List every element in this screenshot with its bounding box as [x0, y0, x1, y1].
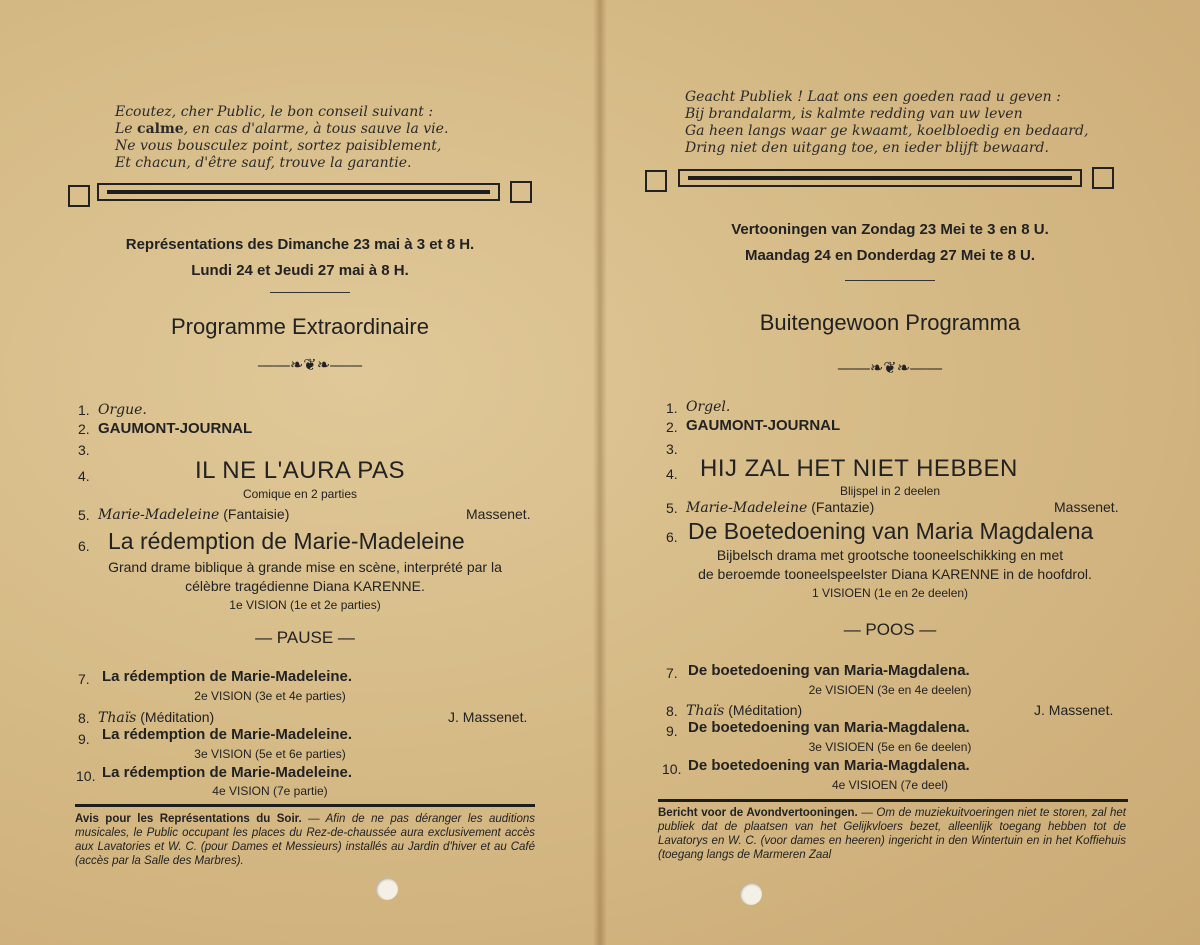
poem-line-3: Ga heen langs waar ge kwaamt, koelbloedig en bedaard, [685, 123, 1089, 139]
item-9-vision: 3e VISION (5e et 6e parties) [194, 747, 346, 761]
item-8-note: (Méditation) [140, 709, 215, 725]
item-10-vision: 4e VISION (7e partie) [212, 784, 328, 798]
item-5-composer: Massenet. [1054, 499, 1119, 515]
item-number-8: 8. [78, 710, 90, 726]
item-number-9: 9. [78, 731, 90, 747]
item-5-composer: Massenet. [466, 506, 531, 522]
punch-hole [376, 878, 398, 900]
item-number-7: 7. [78, 671, 90, 687]
item-number-3: 3. [666, 441, 678, 457]
item-4: HIJ ZAL HET NIET HEBBEN [700, 455, 1018, 482]
item-number-4: 4. [666, 466, 678, 482]
item-number-3: 3. [78, 442, 90, 458]
ornament-box-left [68, 185, 90, 207]
item-8-title: Thaïs [686, 703, 725, 719]
item-number-5: 5. [666, 500, 678, 516]
item-4-subtitle: Blijspel in 2 deelen [839, 484, 941, 498]
poem-line-2-pre: Le [115, 121, 133, 137]
short-rule [845, 280, 935, 281]
item-number-7: 7. [666, 665, 678, 681]
item-6-vision: 1e VISION (1e et 2e parties) [229, 598, 381, 612]
poem-line-2-post: , en cas d'alarme, à tous sauve la vie. [183, 121, 449, 137]
item-6-vision: 1 VISIOEN (1e en 2e deelen) [811, 586, 969, 600]
item-number-6: 6. [78, 538, 90, 554]
item-9: La rédemption de Marie-Madeleine. [102, 726, 353, 743]
item-6-desc-2: célèbre tragédienne Diana KARENNE. [185, 578, 425, 594]
notice-heading: Bericht voor de Avondvertooningen. [658, 807, 858, 819]
evening-notice [75, 812, 535, 868]
item-8-composer: J. Massenet. [1034, 702, 1114, 718]
ornament-bar [97, 183, 500, 201]
dates-line-2: Lundi 24 et Jeudi 27 mai à 8 H. [191, 262, 409, 279]
item-8 [98, 709, 214, 726]
item-6-desc-1: Grand drame biblique à grande mise en scène, interprété par la [108, 559, 502, 575]
item-1: Orgue. [98, 402, 147, 418]
item-6: La rédemption de Marie-Madeleine [108, 528, 465, 554]
item-2: GAUMONT-JOURNAL [686, 417, 841, 434]
dates-line-1: Représentations des Dimanche 23 mai à 3 et 8 H. [125, 236, 475, 253]
dates-line-1: Vertooningen van Zondag 23 Mei te 3 en 8 U. [731, 221, 1049, 238]
item-5-title: Marie-Madeleine [686, 500, 808, 516]
poem-calme: calme [137, 121, 184, 137]
item-4: IL NE L'AURA PAS [195, 457, 405, 484]
item-4-subtitle: Comique en 2 parties [242, 487, 358, 501]
item-number-10: 10. [662, 761, 682, 777]
item-8-note: (Méditation) [728, 702, 803, 718]
item-7: De boetedoening van Maria-Magdalena. [688, 662, 970, 679]
item-9-vision: 3e VISIOEN (5e en 6e deelen) [808, 740, 972, 754]
item-number-1: 1. [78, 402, 90, 418]
item-number-8: 8. [666, 703, 678, 719]
program-title: Buitengewoon Programma [759, 310, 1021, 335]
item-8-title: Thaïs [98, 710, 137, 726]
item-6-desc-2: de beroemde tooneelspeelster Diana KARENNE in de hoofdrol. [698, 566, 1092, 582]
item-10: La rédemption de Marie-Madeleine. [102, 764, 353, 781]
pause-label: — POOS — [843, 620, 937, 639]
item-9: De boetedoening van Maria-Magdalena. [688, 719, 970, 736]
notice-rule [75, 804, 535, 807]
poem-line-2: Bij brandalarm, is kalmte redding van uw leven [685, 106, 1023, 122]
poem-line-3: Ne vous bousculez point, sortez paisiblement, [115, 138, 442, 154]
item-10-vision: 4e VISIOEN (7e deel) [831, 778, 949, 792]
right-page-dutch [600, 0, 1200, 945]
item-1: Orgel. [686, 399, 731, 415]
short-rule [270, 292, 350, 293]
item-6-desc-1: Bijbelsch drama met grootsche tooneelschikking en met [716, 547, 1064, 563]
item-7-vision: 2e VISIOEN (3e en 4e deelen) [808, 683, 972, 697]
notice-body: — Afin de ne pas déranger les auditions musicales, le Public occupant les places du Rez-de-chaussée aura exclusivement accès aux Lavatories et W. C. (pour Dames et Messieurs) installés au Jardin d'hiver et au Café (accès par la Salle des Marbres). [75, 813, 535, 867]
poem-line-4: Et chacun, d'être sauf, trouve la garantie. [115, 155, 412, 171]
ornament-box-right [1092, 167, 1114, 189]
poem-line-1: Geacht Publiek ! Laat ons een goeden raad u geven : [685, 89, 1061, 105]
poem-line-1: Ecoutez, cher Public, le bon conseil suivant : [115, 104, 434, 120]
item-5-note: (Fantaisie) [223, 506, 290, 522]
item-number-2: 2. [78, 421, 90, 437]
item-10: De boetedoening van Maria-Magdalena. [688, 757, 970, 774]
item-number-6: 6. [666, 529, 678, 545]
item-number-4: 4. [78, 468, 90, 484]
punch-hole [740, 883, 762, 905]
notice-rule [658, 799, 1128, 802]
item-7: La rédemption de Marie-Madeleine. [102, 668, 353, 685]
item-number-1: 1. [666, 400, 678, 416]
ornament-divider: ——❧❦❧—— [837, 360, 943, 377]
poem-line-2 [115, 121, 448, 138]
notice-heading: Avis pour les Représentations du Soir. [75, 813, 302, 825]
evening-notice [658, 806, 1126, 862]
item-5 [98, 506, 289, 523]
item-2: GAUMONT-JOURNAL [98, 420, 253, 437]
item-8-composer: J. Massenet. [448, 709, 528, 725]
program-title: Programme Extraordinaire [171, 314, 429, 339]
notice-body: — Om de muziekuitvoeringen niet te storen, zal het publiek dat de plaatsen van het Gelijkvloers bezet, alleenlijk toegang hebben tot de Lavatorys en W. C. (voor dames en heeren) ingericht in den Wintertuin en in het Koffiehuis (toegang langs de Marmeren Zaal [658, 807, 1126, 861]
item-8 [686, 702, 802, 719]
item-5-note: (Fantazie) [811, 499, 875, 515]
item-7-vision: 2e VISION (3e et 4e parties) [194, 689, 346, 703]
ornament-box-left [645, 170, 667, 192]
item-number-2: 2. [666, 419, 678, 435]
item-number-5: 5. [78, 507, 90, 523]
poem-line-4: Dring niet den uitgang toe, en ieder blijft bewaard. [685, 140, 1049, 156]
ornament-box-right [510, 181, 532, 203]
dates-line-2: Maandag 24 en Donderdag 27 Mei te 8 U. [744, 247, 1036, 264]
pause-label: — PAUSE — [255, 628, 355, 647]
item-5-title: Marie-Madeleine [98, 507, 220, 523]
item-number-9: 9. [666, 723, 678, 739]
ornament-divider: ——❧❦❧—— [257, 357, 363, 374]
item-number-10: 10. [76, 768, 96, 784]
item-5 [686, 499, 874, 516]
ornament-bar [678, 169, 1082, 187]
item-6: De Boetedoening van Maria Magdalena [688, 518, 1094, 544]
